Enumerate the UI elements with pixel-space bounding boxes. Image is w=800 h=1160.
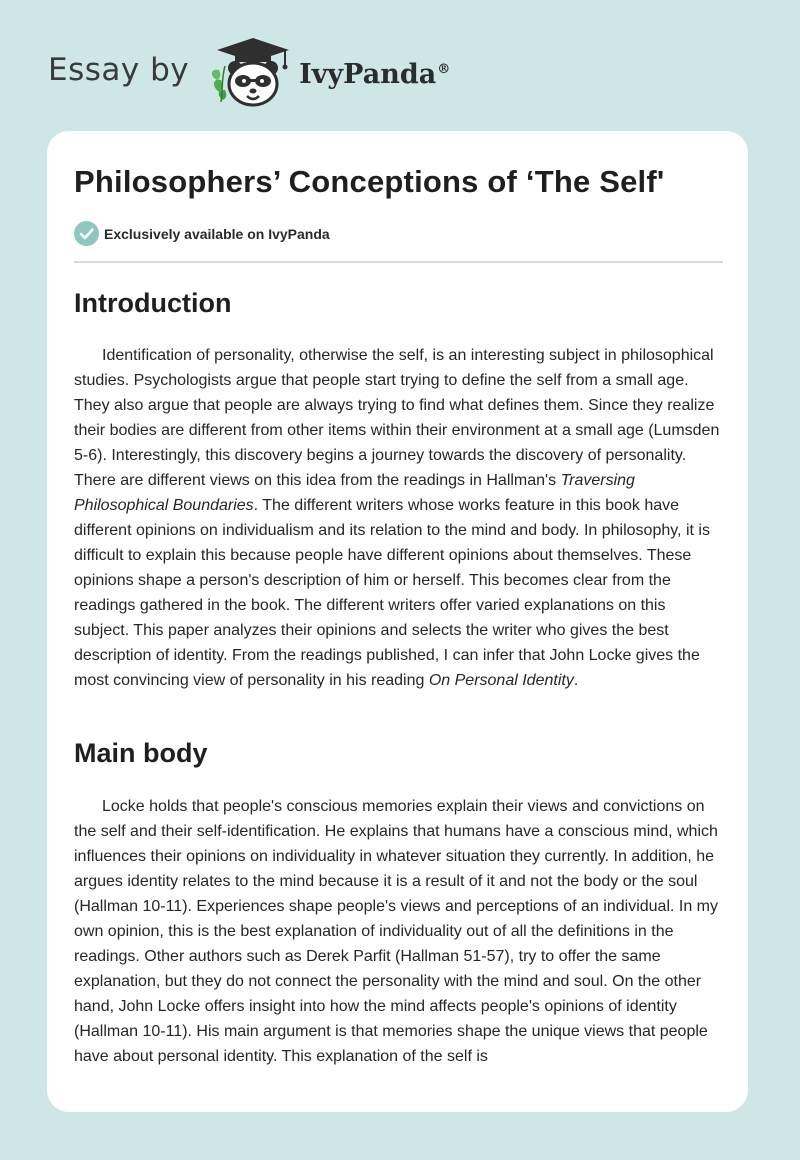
title-divider [74,261,723,263]
exclusive-badge [74,221,330,246]
reading-title: On Personal Identity [428,672,574,689]
section-heading-main-body: Main body [74,738,208,768]
section-heading-introduction: Introduction [74,288,232,318]
panda-logo-icon[interactable] [205,36,297,108]
brand-header [48,36,450,108]
book-title: Traversing Philosophical Boundaries [74,472,635,514]
essay-card [47,131,748,1112]
essay-title: Philosophers’ Conceptions of ‘The Self' [74,164,665,199]
brand-prefix: Essay by [48,52,190,88]
registered-mark: ® [437,61,451,77]
badge-label: Exclusively available on IvyPanda [104,225,330,242]
check-circle-icon [74,221,99,246]
main-body-paragraph: Locke holds that people's conscious memories explain their views and convictions on the self and their self-identification. He explains that humans have a conscious mind, which influences their opinions on individuality in whatever situation they currently. In addition, he argues identity relates to the mind because it is a result of it and not the body or the soul (Hallman 10-11). Experiences shape people's views and perceptions of an individual. In my own opinion, this is the best explanation of individuality out of all the definitions in the readings. Other authors such as Derek Parfit (Hallman 51-57), try to offer the same explanation, but they do not connect the personality with the mind and soul. On the other hand, John Locke offers insight into how the mind affects people's opinions of identity (Hallman 10-11). His main argument is that memories shape the unique views that people have about personal identity. This explanation of the self is [74,798,718,1065]
brand-name[interactable]: IvyPanda® [299,58,451,90]
introduction-paragraph: Identification of personality, otherwise the self, is an interesting subject in philosophical studies. Psychologists argue that people start trying to define the self from a small age. They also argue that people are always trying to find what defines them. Since they realize their bodies are different from other items within their environment at a small age (Lumsden 5-6). Interestingly, this discovery begins a journey towards the discovery of personality. There are different views on this idea from the readings in Hallman's Traversing Philosophical Boundaries. The different writers whose works feature in this book have different opinions on individualism and its relation to the mind and body. In philosophy, it is difficult to explain this because people have different opinions about themselves. These opinions shape a person's description of him or herself. This becomes clear from the readings gathered in the book. The different writers offer varied explanations on this subject. This paper analyzes their opinions and selects the writer who gives the best description of identity. From the readings published, I can infer that John Locke gives the most convincing view of personality in his reading On Personal Identity. [74,347,720,689]
